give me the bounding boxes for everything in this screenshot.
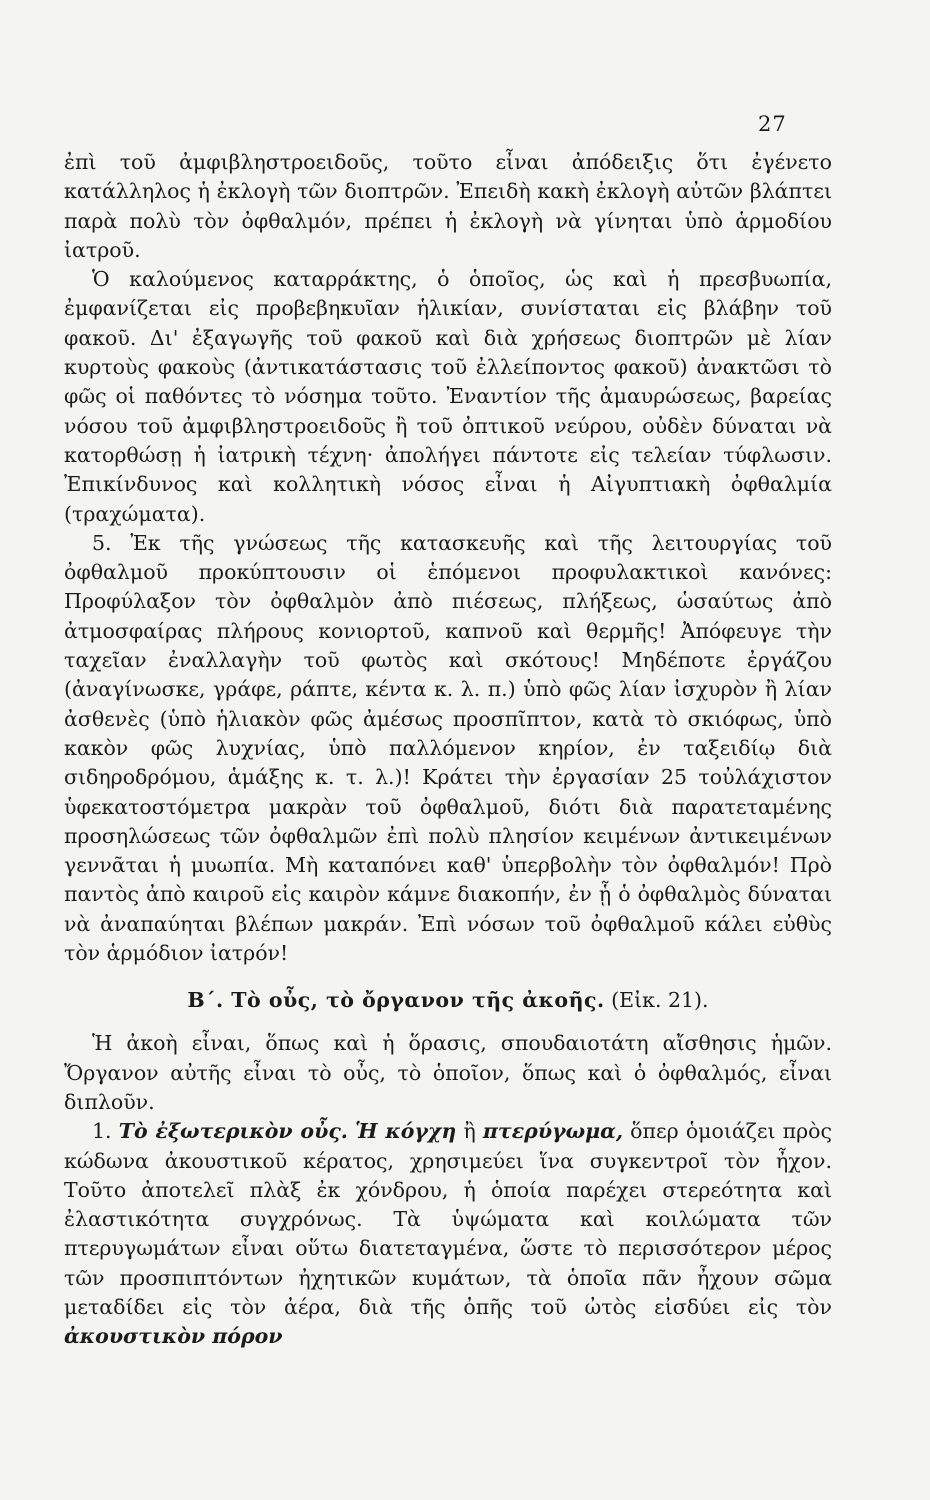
page-number: 27 <box>758 112 787 136</box>
term-pinna: πτερύγωμα, <box>482 1119 624 1144</box>
paragraph-continuation: ἐπὶ τοῦ ἀμφιβληστροειδοῦς, τοῦτο εἶναι ἀπόδειξις ὅτι ἐγένετο κατάλληλος ἡ ἐκλογὴ τῶν διοπτρῶν. Ἐπειδὴ κακὴ ἐκλογὴ αὐτῶν βλάπτει παρὰ πολὺ τὸν ὀφθαλμόν, πρέπει ἡ ἐκλογὴ νὰ γίνηται ὑπὸ ἁρμοδίου ἰατροῦ. <box>64 150 832 262</box>
term-concha: Ἡ κόγχη <box>355 1119 457 1144</box>
text-or: ἢ <box>456 1119 483 1144</box>
body-text <box>64 148 832 1352</box>
section-heading-ear <box>64 986 832 1015</box>
paragraph-eye-hygiene-rules: 5. Ἐκ τῆς γνώσεως τῆς κατασκευῆς καὶ τῆς λειτουργίας τοῦ ὀφθαλμοῦ προκύπτουσιν οἱ ἑπόμενοι προφυλακτικοὶ κανόνες: Προφύλαξον τὸν ὀφθαλμὸν ἀπὸ πιέσεως, πλήξεως, ὡσαύτως ἀπὸ ἀτμοσφαίρας πλήρους κονιορτοῦ, καπνοῦ καὶ θερμῆς! Ἀπόφευγε τὴν ταχεῖαν ἐναλλαγὴν τοῦ φωτὸς καὶ σκότους! Μηδέποτε ἐργάζου (ἀναγίνωσκε, γράφε, ράπτε, κέντα κ. λ. π.) ὑπὸ φῶς λίαν ἰσχυρὸν ἢ λίαν ἀσθενὲς (ὑπὸ ἡλιακὸν φῶς ἀμέσως προσπῖπτον, κατὰ τὸ σκιόφως, ὑπὸ κακὸν φῶς λυχνίας, ὑπὸ παλλόμενον κηρίον, ἐν ταξειδίῳ διὰ σιδηροδρόμου, ἁμάξης κ. τ. λ.)! Κράτει τὴν ἐργασίαν 25 τοὐλάχιστον ὑφεκατοστόμετρα μακρὰν τοῦ ὀφθαλμοῦ, διότι διὰ παρατεταμένης προσηλώσεως τῶν ὀφθαλμῶν ἐπὶ πολὺ πλησίον κειμένων ἀντικειμένων γεννᾶται ἡ μυωπία. Μὴ καταπόνει καθ' ὑπερβολὴν τὸν ὀφθαλμόν! Πρὸ παντὸς ἀπὸ καιροῦ εἰς καιρὸν κάμνε διακοπήν, ἐν ᾗ ὁ ὀφθαλμὸς δύναται νὰ ἀναπαύηται βλέπων μακράν. Ἐπὶ νόσων τοῦ ὀφθαλμοῦ κάλει εὐθὺς τὸν ἁρμόδιον ἰατρόν! <box>64 530 832 966</box>
paragraph-outer-ear <box>64 1117 832 1351</box>
term-auditory-canal: ἀκουστικὸν πόρον <box>64 1324 283 1349</box>
paragraph-cataract: Ὁ καλούμενος καταρράκτης, ὁ ὁποῖος, ὡς καὶ ἡ πρεσβυωπία, ἐμφανίζεται εἰς προβεβηκυῖαν ἡλικίαν, συνίσταται εἰς βλάβην τοῦ φακοῦ. Δι' ἐξαγωγῆς τοῦ φακοῦ καὶ διὰ χρήσεως διοπτρῶν μὲ λίαν κυρτοὺς φακοὺς (ἀντικατάστασις τοῦ ἐλλείποντος φακοῦ) ἀνακτῶσι τὸ φῶς οἱ παθόντες τὸ νόσημα τοῦτο. Ἐναντίον τῆς ἀμαυρώσεως, βαρείας νόσου τοῦ ἀμφιβληστροειδοῦς ἢ τοῦ ὀπτικοῦ νεύρου, οὐδὲν δύναται νὰ κατορθώσῃ ἡ ἰατρικὴ τέχνη· ἀπολήγει πάντοτε εἰς τελείαν τύφλωσιν. Ἐπικίνδυνος καὶ κολλητικὴ νόσος εἶναι ἡ Αἰγυπτιακὴ ὀφθαλμία (τραχώματα). <box>64 267 832 526</box>
section-heading-title: Β΄. Τὸ οὖς, τὸ ὄργανον τῆς ἀκοῆς. <box>187 988 605 1013</box>
text-outer-ear-body: ὅπερ ὁμοιάζει πρὸς κώδωνα ἀκουστικοῦ κέρατος, χρησιμεύει ἵνα συγκεντροῖ τὸν ἦχον. Τοῦτο ἀποτελεῖ πλὰξ ἐκ χόνδρου, ἡ ὁποία παρέχει στερεότητα καὶ ἐλαστικότητα συγχρόνως. Τὰ ὑψώματα καὶ κοιλώματα τῶν πτερυγωμάτων εἶναι οὕτω διατεταγμένα, ὥστε τὸ περισσότερον μέρος τῶν προσπιπτόντων ἠχητικῶν κυμάτων, τὰ ὁποῖα πᾶν ἦχουν σῶμα μεταδίδει εἰς τὸν ἀέρα, διὰ τῆς ὀπῆς τοῦ ὠτὸς εἰσδύει εἰς τὸν <box>64 1119 832 1319</box>
paragraph-hearing-intro: Ἡ ἀκοὴ εἶναι, ὅπως καὶ ἡ ὅρασις, σπουδαιοτάτη αἴσθησις ἡμῶν. Ὄργανον αὐτῆς εἶναι τὸ οὖς, τὸ ὁποῖον, ὅπως καὶ ὁ ὀφθαλμός, εἶναι διπλοῦν. <box>64 1031 832 1114</box>
term-outer-ear: Τὸ ἐξωτερικὸν οὖς. <box>118 1119 348 1144</box>
section-heading-figure-ref: (Εἰκ. 21). <box>604 988 709 1013</box>
paragraph-number: 1. <box>92 1119 119 1144</box>
